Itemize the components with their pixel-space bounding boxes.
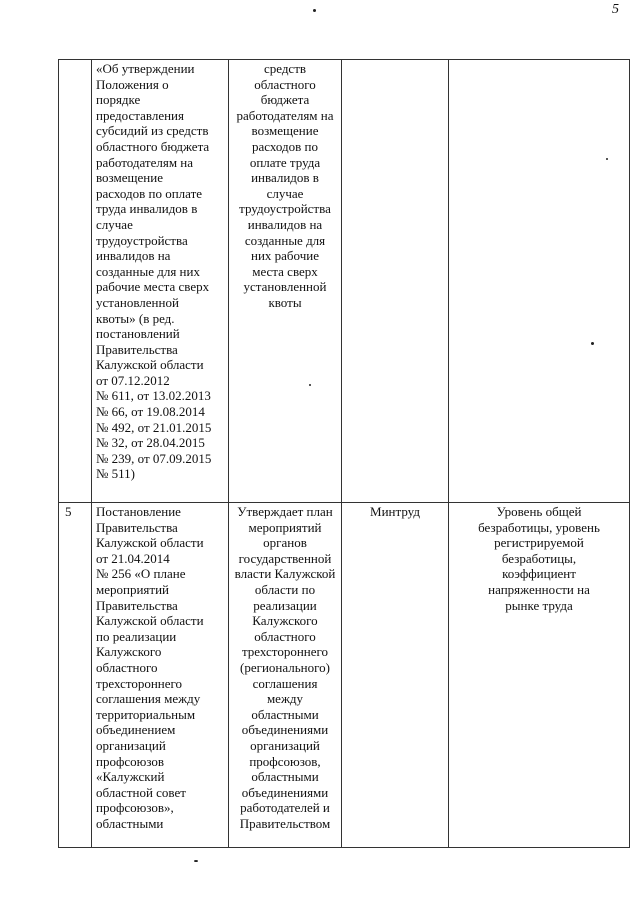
legal-act-cell: «Об утверждении Положения о порядке предоставления субсидий из средств областного бюджета работодателям на возмещение расходов по оплате труда инвалидов в случае трудоустройства инвалидов на созданные для них рабочие места сверх установленной квоты» (в ред. постановлений Правительства Калужской области от 07.12.2012 № 611, от 13.02.2013 № 66, от 19.08.2014 № 492, от 21.01.2015 № 32, от 28.04.2015 № 239, от 07.09.2015 № 511) [92, 60, 229, 503]
executor-cell [342, 60, 449, 503]
table-row [59, 503, 630, 848]
executor-cell: Минтруд [342, 503, 449, 848]
indicator-cell: Уровень общей безработицы, уровень регистрируемой безработицы, коэффициент напряженности на рынке труда [449, 503, 630, 848]
row-number-cell [59, 60, 92, 503]
document-table [58, 59, 630, 848]
legal-act-cell: Постановление Правительства Калужской области от 21.04.2014 № 256 «О плане мероприятий Правительства Калужской области по реализации Калужского областного трехстороннего соглашения между территориальным объединением организаций профсоюзов «Калужский областной совет профсоюзов», областными [92, 503, 229, 848]
table-row [59, 60, 630, 503]
act-content-cell: средств областного бюджета работодателям на возмещение расходов по оплате труда инвалидов в случае трудоустройства инвалидов на созданные для них рабочие места сверх установленной квоты [229, 60, 342, 503]
act-content-cell: Утверждает план мероприятий органов государственной власти Калужской области по реализации Калужского областного трехстороннего (регионального) соглашения между областными объединениями организаций профсоюзов, областными объединениями работодателей и Правительством [229, 503, 342, 848]
scan-speck [313, 9, 316, 12]
scan-speck [194, 860, 198, 862]
indicator-cell [449, 60, 630, 503]
page-number: 5 [612, 2, 619, 17]
row-number-cell: 5 [59, 503, 92, 848]
